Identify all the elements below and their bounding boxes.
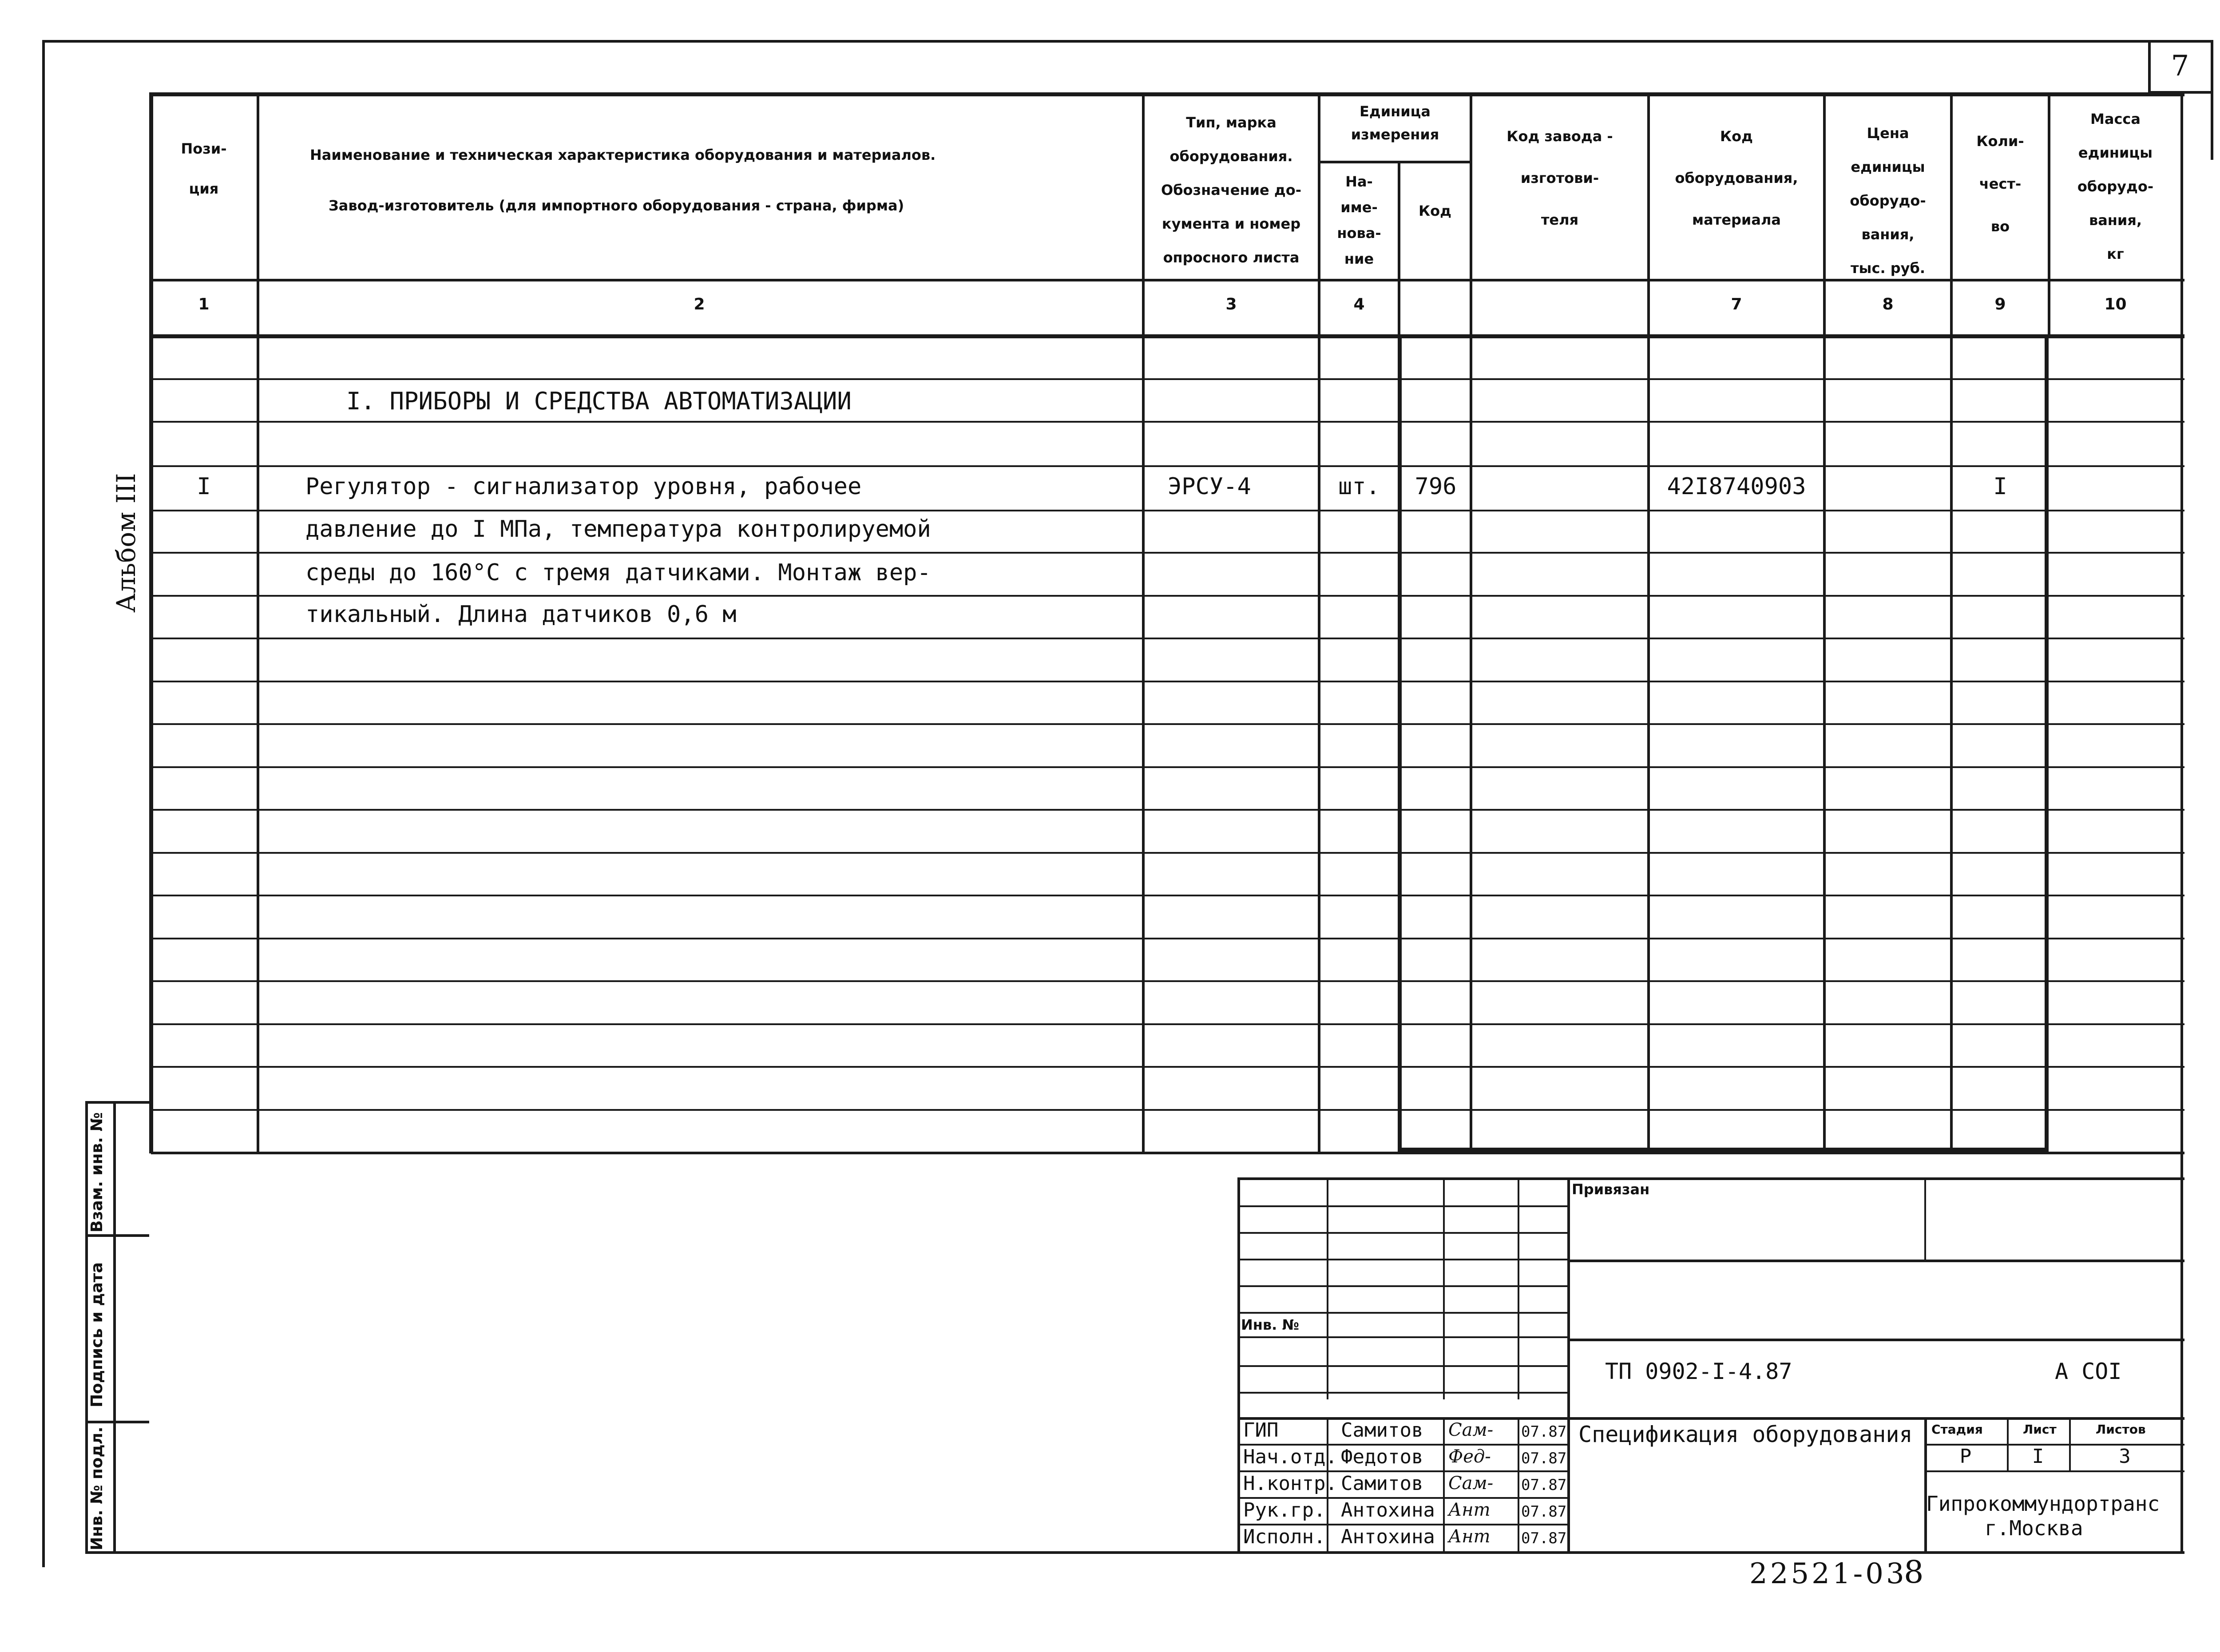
sheet-number: 7 [2171, 50, 2189, 83]
colnum-3: 3 [1225, 295, 1237, 313]
header-mass-l4: вания, [2089, 212, 2142, 229]
header-unit-group [1320, 100, 1470, 146]
section-title: I. ПРИБОРЫ И СРЕДСТВА АВТОМАТИЗАЦИИ [346, 387, 852, 415]
privyazan-label: Привязан [1572, 1181, 1650, 1198]
sign-name-3: Самитов [1341, 1472, 1423, 1495]
header-factory-l2: изготови- [1520, 170, 1599, 186]
header-position-line2: ция [189, 180, 219, 197]
header-type-l4: кумента и номер [1162, 215, 1301, 232]
header-unit-name-l4: ние [1344, 250, 1374, 267]
header-position-line1: Пози- [181, 140, 227, 157]
header-unit-name-l2: име- [1340, 199, 1378, 216]
inv-no-label: Инв. № [1241, 1316, 1299, 1333]
header-mass [2050, 102, 2180, 271]
header-equipment-l2: оборудования, [1675, 170, 1798, 186]
bottom-page: 8 [1904, 1554, 1924, 1590]
sign-role-3: Н.контр. [1243, 1472, 1337, 1495]
sign-name-4: Антохина [1341, 1499, 1435, 1521]
sign-mark-2: Фед- [1448, 1446, 1491, 1467]
header-qty-l2: чест- [1979, 175, 2022, 192]
org-line2: г.Москва [1985, 1516, 2083, 1540]
header-name-line2: Завод-изготовитель (для импортного оборудования - страна, фирма) [329, 197, 904, 214]
header-name-line1: Наименование и техническая характеристика оборудования и материалов. [310, 147, 936, 163]
header-qty-l3: во [1990, 218, 2010, 235]
header-equipment-l1: Код [1720, 128, 1753, 145]
header-equipment-code [1650, 115, 1823, 241]
item-unit-name: шт. [1338, 473, 1380, 500]
item-equipment-code: 42I8740903 [1667, 473, 1806, 500]
header-mass-l5: кг [2107, 246, 2124, 262]
sign-role-5: Исполн. [1243, 1525, 1326, 1548]
header-price-l4: вания, [1861, 226, 1915, 243]
colnum-9: 9 [1994, 295, 2006, 313]
sign-date-2: 07.87 [1521, 1450, 1567, 1467]
colnum-4: 4 [1353, 295, 1365, 313]
header-qty-l1: Коли- [1976, 133, 2024, 150]
sign-mark-3: Сам- [1448, 1473, 1494, 1494]
sign-date-5: 07.87 [1521, 1529, 1567, 1547]
colnum-1: 1 [198, 295, 210, 313]
item-description-line4: тикальный. Длина датчиков 0,6 м [305, 601, 737, 628]
header-price-l3: оборудо- [1850, 192, 1926, 209]
header-price-l2: единицы [1851, 158, 1925, 175]
sign-mark-5: Ант [1448, 1526, 1491, 1547]
header-unit-name-l1: На- [1345, 173, 1373, 190]
header-factory-l3: теля [1541, 211, 1579, 228]
sign-role-4: Рук.гр. [1243, 1499, 1326, 1521]
header-unit-name [1320, 169, 1398, 272]
doc-code: ТП 0902-I-4.87 [1605, 1359, 1792, 1384]
header-equipment-l3: материала [1692, 211, 1781, 228]
header-type [1145, 106, 1318, 274]
colnum-2: 2 [694, 295, 705, 313]
sheets-label: Листов [2096, 1422, 2146, 1437]
colnum-8: 8 [1882, 295, 1894, 313]
sign-date-4: 07.87 [1521, 1503, 1567, 1521]
header-factory-code [1472, 115, 1647, 241]
header-unit-l1: Единица [1360, 103, 1431, 120]
bottom-number: 22521-03 [1749, 1557, 1907, 1590]
colnum-7: 7 [1731, 295, 1742, 313]
header-type-l5: опросного листа [1163, 249, 1300, 266]
item-quantity: I [1993, 473, 2007, 500]
stamp-inv-podl: Инв. № подл. [88, 1426, 106, 1550]
sheet-label: Лист [2023, 1422, 2057, 1437]
sign-name-1: Самитов [1341, 1419, 1423, 1442]
sheet-value: I [2032, 1445, 2044, 1468]
header-mass-l2: единицы [2078, 144, 2153, 161]
header-type-l3: Обозначение до- [1161, 182, 1301, 198]
item-position: I [197, 473, 211, 500]
header-price-l1: Цена [1867, 125, 1909, 142]
sign-mark-4: Ант [1448, 1500, 1491, 1520]
item-description-line2: давление до I МПа, температура контролируемой [305, 516, 931, 543]
header-price-l5: тыс. руб. [1850, 260, 1925, 277]
header-mass-l3: оборудо- [2077, 178, 2154, 195]
doc-title: Спецификация оборудования [1578, 1422, 1913, 1447]
stage-value: Р [1959, 1445, 1972, 1468]
header-type-l1: Тип, марка [1186, 114, 1276, 131]
item-description-line1: Регулятор - сигнализатор уровня, рабочее [305, 473, 862, 500]
sign-role-1: ГИП [1243, 1419, 1279, 1442]
sheets-value: 3 [2119, 1445, 2131, 1468]
sign-name-2: Федотов [1341, 1446, 1423, 1468]
sign-date-3: 07.87 [1521, 1476, 1567, 1494]
stage-label: Стадия [1931, 1422, 1983, 1437]
sign-name-5: Антохина [1341, 1525, 1435, 1548]
header-mass-l1: Масса [2090, 111, 2141, 127]
header-position [151, 129, 257, 209]
item-unit-code: 796 [1415, 473, 1457, 500]
header-unit-name-l3: нова- [1337, 225, 1381, 242]
sheet-code: А СОI [2055, 1359, 2122, 1384]
album-label: Альбом III [111, 473, 141, 613]
header-factory-l1: Код завода - [1506, 128, 1613, 145]
colnum-10: 10 [2104, 295, 2127, 313]
org-line1: Гипрокоммундортранс [1926, 1492, 2160, 1516]
header-unit-code: Код [1419, 202, 1451, 219]
stamp-podpis-data: Подпись и дата [88, 1262, 106, 1407]
stamp-vzam-inv: Взам. инв. № [88, 1112, 106, 1232]
sign-mark-1: Сам- [1448, 1420, 1494, 1440]
header-price [1826, 116, 1950, 285]
item-type: ЭРСУ-4 [1168, 473, 1251, 500]
item-description-line3: среды до 160°С с тремя датчиками. Монтаж вер- [305, 559, 931, 586]
sign-date-1: 07.87 [1521, 1423, 1567, 1441]
header-unit-l2: измерения [1351, 126, 1439, 143]
header-type-l2: оборудования. [1169, 148, 1293, 165]
sign-role-2: Нач.отд. [1243, 1446, 1337, 1468]
header-quantity [1953, 120, 2048, 248]
